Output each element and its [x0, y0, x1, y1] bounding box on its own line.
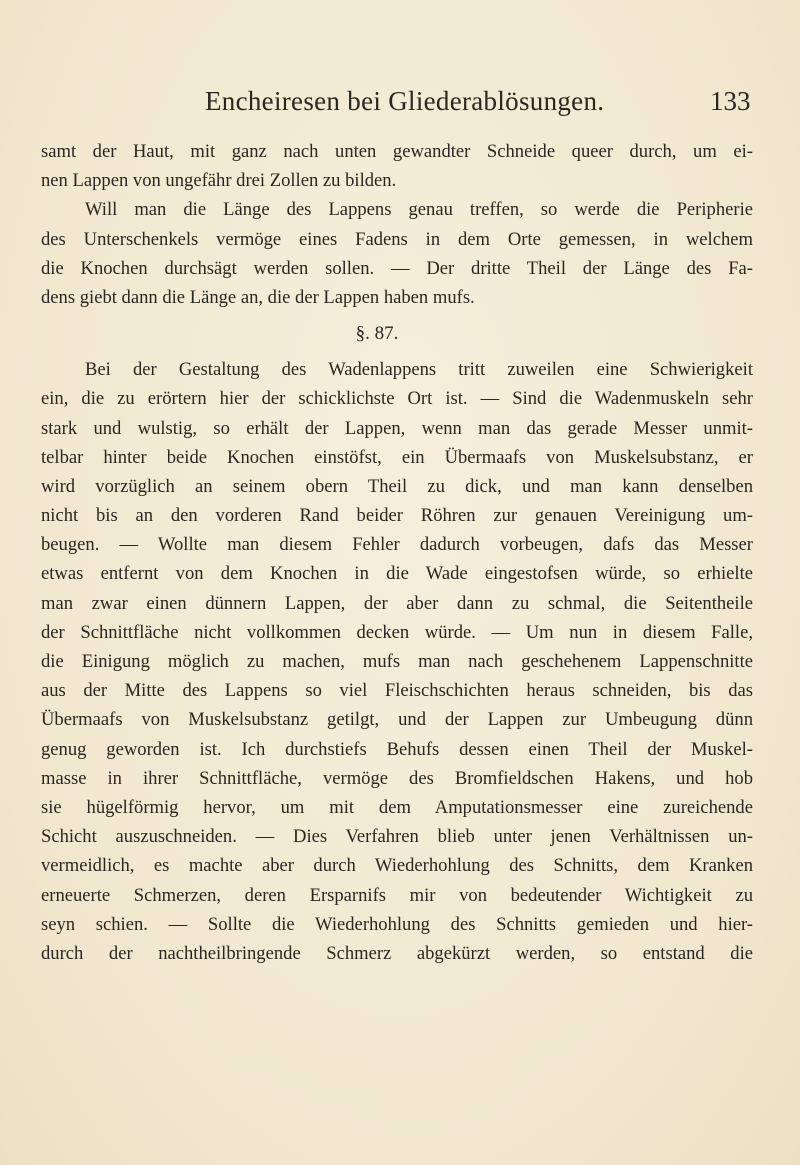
text-line: beugen. — Wollte man diesem Fehler dadurch vorbeugen, dafs das Messer	[41, 534, 753, 556]
text-line: wird vorzüglich an seinem obern Theil zu dick, und man kann denselben	[41, 475, 753, 497]
paragraph-1	[41, 137, 753, 195]
text-line: die Knochen durchsägt werden sollen. — Der dritte Theil der Länge des Fa-	[41, 257, 753, 279]
text-line: masse in ihrer Schnittfläche, vermöge des Bromfieldschen Hakens, und hob	[41, 767, 753, 789]
paragraph-2	[41, 195, 753, 312]
text-line: stark und wulstig, so erhält der Lappen, wenn man das gerade Messer unmit-	[41, 417, 753, 439]
text-line: samt der Haut, mit ganz nach unten gewandter Schneide queer durch, um ei-	[41, 141, 753, 162]
text-line: erneuerte Schmerzen, deren Ersparnifs mir von bedeutender Wichtigkeit zu	[41, 884, 753, 906]
body-text	[41, 137, 753, 968]
section-heading: §. 87.	[355, 323, 399, 345]
text-line: sie hügelförmig hervor, um mit dem Amputationsmesser eine zureichende	[41, 796, 753, 818]
text-line: telbar hinter beide Knochen einstöfst, ein Übermaafs von Muskelsubstanz, er	[41, 446, 753, 468]
text-line: der Schnittfläche nicht vollkommen decken würde. — Um nun in diesem Falle,	[41, 621, 753, 643]
text-line: durch der nachtheilbringende Schmerz abgekürzt werden, so entstand die	[41, 942, 753, 964]
text-line: seyn schien. — Sollte die Wiederhohlung des Schnitts gemieden und hier-	[41, 913, 753, 935]
text-line: nen Lappen von ungefähr drei Zollen zu bilden.	[41, 170, 397, 192]
paragraph-3	[41, 355, 753, 968]
text-line: ein, die zu erörtern hier der schicklichste Ort ist. — Sind die Wadenmuskeln sehr	[41, 388, 753, 410]
page-header	[0, 86, 800, 126]
text-line: aus der Mitte des Lappens so viel Fleischschichten heraus schneiden, bis das	[41, 680, 753, 702]
text-line: Schicht auszuschneiden. — Dies Verfahren blieb unter jenen Verhältnissen un-	[41, 826, 753, 848]
text-line: des Unterschenkels vermöge eines Fadens in dem Orte gemessen, in welchem	[41, 228, 753, 250]
text-line: dens giebt dann die Länge an, die der Lappen haben mufs.	[41, 286, 475, 308]
running-title: Encheiresen bei Gliederablösungen.	[205, 86, 605, 116]
text-line: man zwar einen dünnern Lappen, der aber dann zu schmal, die Seitentheile	[41, 592, 753, 614]
text-line: die Einigung möglich zu machen, mufs man nach geschehenem Lappenschnitte	[41, 651, 753, 672]
page-number: 133	[710, 86, 751, 116]
text-line: vermeidlich, es machte aber durch Wiederhohlung des Schnitts, dem Kranken	[41, 855, 753, 877]
text-line: etwas entfernt von dem Knochen in die Wade eingestofsen würde, so erhielte	[41, 563, 753, 585]
text-line: Übermaafs von Muskelsubstanz getilgt, und der Lappen zur Umbeugung dünn	[41, 709, 753, 731]
text-line: nicht bis an den vorderen Rand beider Röhren zur genauen Vereinigung um-	[41, 505, 753, 527]
text-line: genug geworden ist. Ich durchstiefs Behufs dessen einen Theil der Muskel-	[41, 738, 753, 760]
text-line: Will man die Länge des Lappens genau treffen, so werde die Peripherie	[85, 199, 753, 221]
text-line: Bei der Gestaltung des Wadenlappens tritt zuweilen eine Schwierigkeit	[85, 359, 753, 381]
